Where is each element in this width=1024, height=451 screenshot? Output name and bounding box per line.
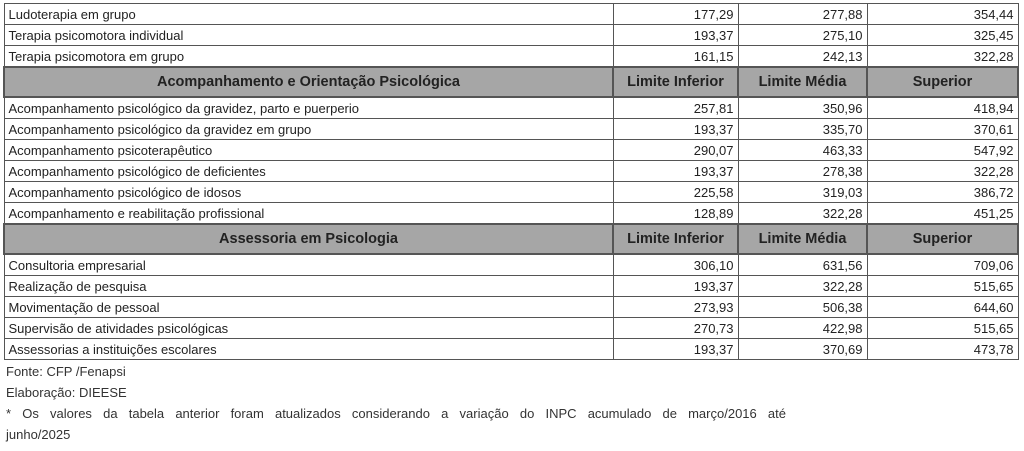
service-name: Supervisão de atividades psicológicas xyxy=(4,318,613,339)
table-row xyxy=(4,182,1018,203)
service-name: Acompanhamento e reabilitação profissional xyxy=(4,203,613,225)
upper-limit: 547,92 xyxy=(867,140,1018,161)
average-limit: 422,98 xyxy=(738,318,867,339)
inpc-note-cont: junho/2025 xyxy=(6,427,71,442)
average-limit: 322,28 xyxy=(738,203,867,225)
upper-limit: 473,78 xyxy=(867,339,1018,360)
section-title: Acompanhamento e Orientação Psicológica xyxy=(4,67,613,97)
column-header: Superior xyxy=(867,224,1018,254)
upper-limit: 354,44 xyxy=(867,4,1018,25)
table-row xyxy=(4,46,1018,68)
table-row xyxy=(4,339,1018,360)
lower-limit: 161,15 xyxy=(613,46,738,68)
average-limit: 277,88 xyxy=(738,4,867,25)
average-limit: 319,03 xyxy=(738,182,867,203)
service-name: Ludoterapia em grupo xyxy=(4,4,613,25)
lower-limit: 225,58 xyxy=(613,182,738,203)
lower-limit: 177,29 xyxy=(613,4,738,25)
table-row xyxy=(4,140,1018,161)
upper-limit: 325,45 xyxy=(867,25,1018,46)
service-name: Acompanhamento psicológico de idosos xyxy=(4,182,613,203)
lower-limit: 273,93 xyxy=(613,297,738,318)
upper-limit: 418,94 xyxy=(867,97,1018,119)
service-name: Movimentação de pessoal xyxy=(4,297,613,318)
section-title: Assessoria em Psicologia xyxy=(4,224,613,254)
lower-limit: 193,37 xyxy=(613,276,738,297)
service-name: Realização de pesquisa xyxy=(4,276,613,297)
service-name: Consultoria empresarial xyxy=(4,254,613,276)
service-name: Assessorias a instituições escolares xyxy=(4,339,613,360)
table-row xyxy=(4,203,1018,225)
service-name: Terapia psicomotora em grupo xyxy=(4,46,613,68)
section-header xyxy=(4,224,1018,254)
average-limit: 350,96 xyxy=(738,97,867,119)
average-limit: 631,56 xyxy=(738,254,867,276)
upper-limit: 709,06 xyxy=(867,254,1018,276)
service-name: Acompanhamento psicológico da gravidez em grupo xyxy=(4,119,613,140)
average-limit: 335,70 xyxy=(738,119,867,140)
average-limit: 370,69 xyxy=(738,339,867,360)
upper-limit: 386,72 xyxy=(867,182,1018,203)
upper-limit: 322,28 xyxy=(867,46,1018,68)
service-name: Terapia psicomotora individual xyxy=(4,25,613,46)
elaboration-note: Elaboração: DIEESE xyxy=(6,385,127,400)
column-header: Limite Inferior xyxy=(613,67,738,97)
lower-limit: 290,07 xyxy=(613,140,738,161)
upper-limit: 370,61 xyxy=(867,119,1018,140)
average-limit: 278,38 xyxy=(738,161,867,182)
upper-limit: 515,65 xyxy=(867,318,1018,339)
lower-limit: 193,37 xyxy=(613,119,738,140)
service-name: Acompanhamento psicológico da gravidez, parto e puerperio xyxy=(4,97,613,119)
lower-limit: 193,37 xyxy=(613,161,738,182)
service-name: Acompanhamento psicoterapêutico xyxy=(4,140,613,161)
table-row xyxy=(4,297,1018,318)
lower-limit: 193,37 xyxy=(613,339,738,360)
table-row xyxy=(4,161,1018,182)
table-row xyxy=(4,25,1018,46)
table-row xyxy=(4,318,1018,339)
table-row xyxy=(4,4,1018,25)
lower-limit: 306,10 xyxy=(613,254,738,276)
average-limit: 275,10 xyxy=(738,25,867,46)
lower-limit: 270,73 xyxy=(613,318,738,339)
table-row xyxy=(4,97,1018,119)
table-row xyxy=(4,254,1018,276)
upper-limit: 322,28 xyxy=(867,161,1018,182)
column-header: Superior xyxy=(867,67,1018,97)
table-row xyxy=(4,276,1018,297)
lower-limit: 193,37 xyxy=(613,25,738,46)
upper-limit: 644,60 xyxy=(867,297,1018,318)
inpc-note: * Os valores da tabela anterior foram atualizados considerando a variação do INPC acumulado de março/2016 até xyxy=(6,406,786,421)
upper-limit: 451,25 xyxy=(867,203,1018,225)
column-header: Limite Inferior xyxy=(613,224,738,254)
average-limit: 322,28 xyxy=(738,276,867,297)
table-row xyxy=(4,119,1018,140)
average-limit: 463,33 xyxy=(738,140,867,161)
average-limit: 242,13 xyxy=(738,46,867,68)
upper-limit: 515,65 xyxy=(867,276,1018,297)
lower-limit: 128,89 xyxy=(613,203,738,225)
column-header: Limite Média xyxy=(738,224,867,254)
average-limit: 506,38 xyxy=(738,297,867,318)
service-name: Acompanhamento psicológico de deficientes xyxy=(4,161,613,182)
section-header xyxy=(4,67,1018,97)
lower-limit: 257,81 xyxy=(613,97,738,119)
column-header: Limite Média xyxy=(738,67,867,97)
source-note: Fonte: CFP /Fenapsi xyxy=(6,364,126,379)
fee-table xyxy=(3,3,1019,360)
